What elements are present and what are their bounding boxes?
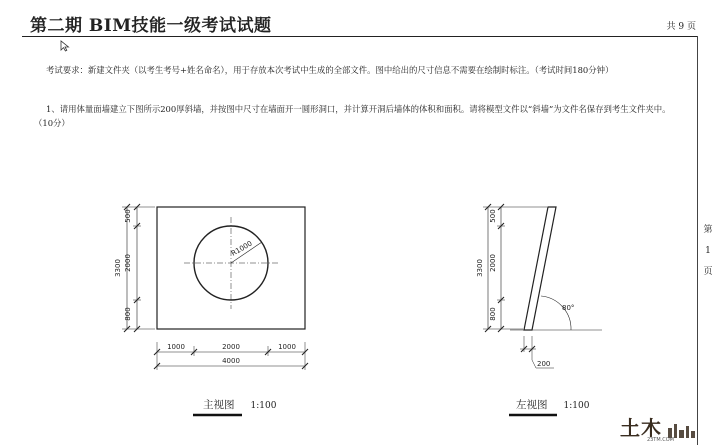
side-label-char: 第 [703,225,713,235]
question-1: 1、请用体量面墙建立下图所示200厚斜墙，并按图中尺寸在墙面开一圆形洞口，并计算开洞后墙体的体积和面积。请将模型文件以“斜墙”为文件名保存到考生文件夹中。（10分） [34,104,671,128]
watermark-url: 23TM.COM [646,437,674,443]
front-view-caption-text: 主视图 [203,399,235,411]
front-dim-height-mid: 2000 [124,254,132,272]
side-dim-height-mid: 2000 [489,254,497,272]
page-count: 共 9 页 [666,22,696,32]
exam-requirements: 考试要求：新建文件夹（以考生考号+姓名命名），用于存放本次考试中生成的全部文件。图中给出的尺寸信息不需要在绘制时标注。（考试时间180分钟） [46,65,614,75]
side-dim-height-total: 3300 [476,259,484,277]
front-dim-width-total: 4000 [222,357,240,365]
side-view-scale: 1:100 [563,401,590,411]
front-dim-height-total: 3300 [114,259,122,277]
side-dim-height-bottom: 800 [489,307,497,321]
front-view-scale: 1:100 [250,401,277,411]
side-dim-angle: 80° [562,304,575,312]
front-dim-width-mid: 2000 [222,343,240,351]
side-label-char: 页 [703,267,713,277]
front-dim-height-bottom: 800 [124,307,132,321]
watermark-text: 土木 [620,416,662,440]
front-dim-height-top: 500 [124,209,132,223]
page-title: 第二期 BIM技能一级考试试题 [30,16,272,36]
side-view-caption-text: 左视图 [516,399,548,411]
front-dim-width-left: 1000 [167,343,185,351]
side-label-number: 1 [705,246,711,256]
front-dim-radius: R1000 [230,239,254,258]
side-dim-thickness: 200 [537,360,551,368]
side-dim-height-top: 500 [489,209,497,223]
front-dim-width-right: 1000 [278,343,296,351]
